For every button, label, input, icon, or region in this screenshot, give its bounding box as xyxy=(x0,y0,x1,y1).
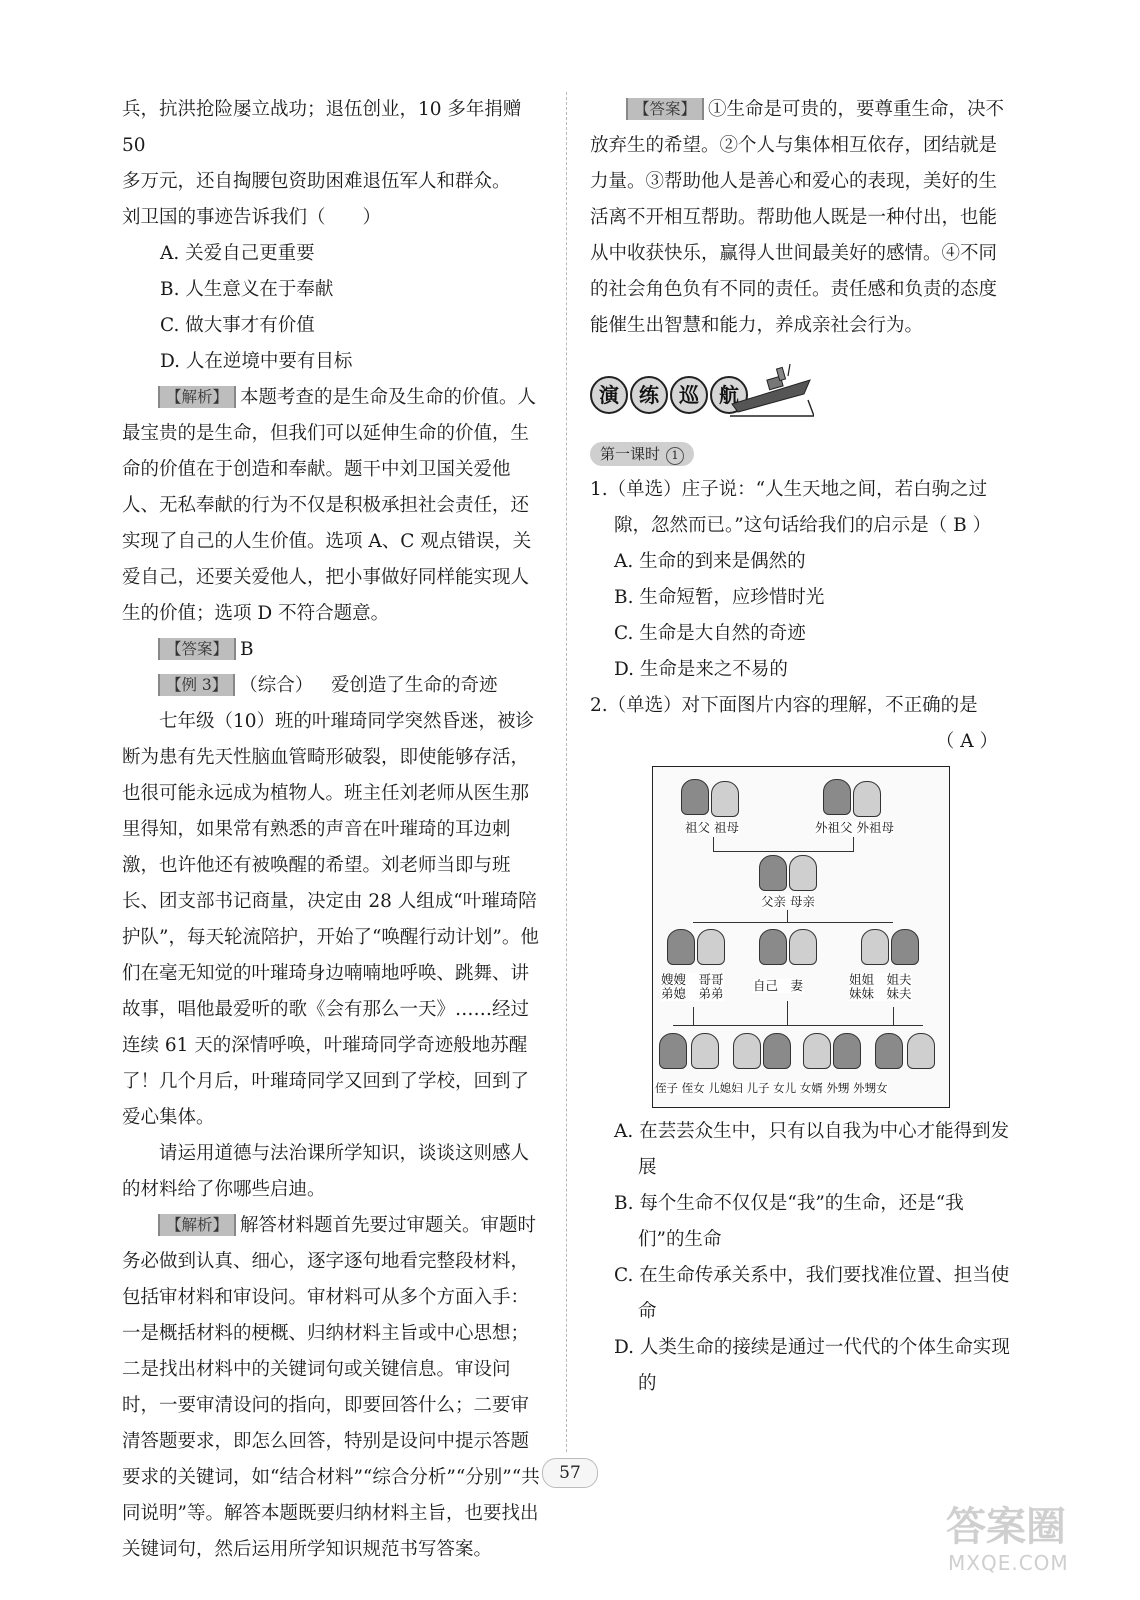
label-left-siblings: 嫂嫂 哥哥 弟媳 弟弟 xyxy=(661,972,724,1001)
tree-line xyxy=(713,837,714,851)
watermark-logo xyxy=(938,1500,1128,1590)
label-self-wife: 自己 妻 xyxy=(753,978,804,993)
answer-text: ①生命是可贵的，要尊重生命，决不放弃生的希望。②个人与集体相互依存，团结就是力量。③帮助他人是善心和爱心的表现，美好的生活离不开相互帮助。帮助他人既是一种付出，也能从中收获快乐，赢得人世间最美好的感情。④不同的社会角色负有不同的责任。责任感和负责的态度能催生出智慧和能力，养成亲社会行为。 xyxy=(590,99,1005,336)
q2-option-b: B. 每个生命不仅仅是“我”的生命，还是“我们”的生命 xyxy=(614,1193,964,1250)
question-1: 1.（单选）庄子说：“人生天地之间，若白驹之过隙，忽然而已。”这句话给我们的启示是（ B ） xyxy=(590,479,992,536)
child-figure xyxy=(763,1033,791,1069)
label-children: 侄子 侄女 儿媳妇 儿子 女儿 女婿 外甥 外甥女 xyxy=(655,1081,888,1095)
q2-answer: （ A ） xyxy=(935,731,998,752)
answer-paragraph xyxy=(590,92,1010,344)
analysis-tag: 【解析】 xyxy=(158,386,236,408)
q2-option-c: C. 在生命传承关系中，我们要找准位置、担当使命 xyxy=(614,1265,1010,1322)
mother-figure xyxy=(789,855,817,891)
tree-line xyxy=(693,1007,694,1025)
lesson-row xyxy=(590,436,1010,472)
option-a: A. 关爱自己更重要 xyxy=(160,243,315,264)
answer-tag: 【答案】 xyxy=(626,98,704,120)
q2-option-a: A. 在芸芸众生中，只有以自我为中心才能得到发展 xyxy=(614,1121,1010,1178)
tree-line xyxy=(693,922,893,923)
q1-option-d: D. 生命是来之不易的 xyxy=(614,659,788,680)
answer-tag: 【答案】 xyxy=(158,638,236,660)
watermark-cn: 答案圈 xyxy=(946,1503,1066,1550)
option-d: D. 人在逆境中要有目标 xyxy=(160,351,353,372)
analysis-text: 本题考查的是生命及生命的价值。人最宝贵的是生命，但我们可以延伸生命的价值，生命的价值在于创造和奉献。题干中刘卫国关爱他人、无私奉献的行为不仅是积极承担社会责任，还实现了自己的人生价值。选项 A、C 观点错误，关爱自己，还要关爱他人，把小事做好同样能实现人生的价值；选项 D 不符合题意。 xyxy=(122,387,537,624)
question-2: 2.（单选）对下面图片内容的理解，不正确的是 xyxy=(590,695,978,716)
child-figure xyxy=(907,1033,935,1069)
banner-char: 航 xyxy=(710,376,748,414)
maternal-grandmother-figure xyxy=(853,781,881,817)
child-figure xyxy=(733,1033,761,1069)
page-number xyxy=(520,1458,620,1488)
banner-title xyxy=(590,376,748,414)
label-right-siblings: 姐姐 姐夫 妹妹 妹夫 xyxy=(849,972,912,1001)
section-banner xyxy=(590,360,1010,422)
banner-char: 演 xyxy=(590,376,628,414)
tree-line xyxy=(673,1025,923,1026)
example-text: 七年级（10）班的叶璀琦同学突然昏迷，被诊断为患有先天性脑血管畸形破裂，即使能够存活，也很可能永远成为植物人。班主任刘老师从医生那里得知，如果常有熟悉的声音在叶璀琦的耳边刺激，也许他还有被唤醒的希望。刘老师当即与班长、团支部书记商量，决定由 28 人组成“叶璀琦陪护队”，每天轮流陪护，开始了“唤醒行动计划”。他们在毫无知觉的叶璀琦身边喃喃地呼唤、跳舞、讲故事，唱他最爱听的歌《会有那么一天》……经过连续 61 天的深情呼唤，叶璀琦同学奇迹般地苏醒了！几个月后，叶璀琦同学又回到了学校，回到了爱心集体。 xyxy=(122,711,539,1128)
warship-icon xyxy=(730,360,814,420)
grandfather-figure xyxy=(681,779,709,815)
analysis2-text: 解答材料题首先要过审题关。审题时务必做到认真、细心，逐字逐句地看完整段材料，包括审材料和审设问。审材料可从多个方面入手：一是概括材料的梗概、归纳材料主旨或中心思想；二是找出材料中的关键词句或关键信息。审设问时，一要审清设问的指向，即要回答什么；二要审清答题要求，即怎么回答，特别是设问中提示答题要求的关键词，如“结合材料”“综合分析”“分别”“共同说明”等。解答本题既要归纳材料主旨，也要找出关键词句，然后运用所学知识规范书写答案。 xyxy=(122,1215,540,1560)
intro-line: 刘卫国的事迹告诉我们（ ） xyxy=(122,207,382,228)
q2-option-d: D. 人类生命的接续是通过一代代的个体生命实现的 xyxy=(614,1337,1010,1394)
example-heading xyxy=(122,668,542,704)
child-figure xyxy=(875,1033,903,1069)
analysis2-paragraph xyxy=(122,1208,542,1568)
option-b: B. 人生意义在于奉献 xyxy=(160,279,334,300)
sibling-figure xyxy=(861,929,889,965)
example-type: （综合） xyxy=(239,675,314,696)
sibling-figure xyxy=(891,929,919,965)
q1-option-a: A. 生命的到来是偶然的 xyxy=(614,551,806,572)
intro-line: 兵，抗洪抢险屡立战功；退伍创业，10 多年捐赠 50 xyxy=(122,99,522,156)
question-text: 请运用道德与法治课所学知识，谈谈这则感人的材料给了你哪些启迪。 xyxy=(122,1143,530,1200)
lesson-number-badge: 1 xyxy=(666,447,684,465)
lesson-tag xyxy=(590,442,694,466)
child-figure xyxy=(833,1033,861,1069)
tree-line xyxy=(787,1001,788,1025)
right-column xyxy=(590,92,1010,1402)
sibling-figure xyxy=(697,929,725,965)
tree-line xyxy=(853,837,854,851)
analysis-paragraph xyxy=(122,380,542,632)
intro-line: 多万元，还自掏腰包资助困难退伍军人和群众。 xyxy=(122,171,511,192)
q1-option-c: C. 生命是大自然的奇迹 xyxy=(614,623,806,644)
watermark-url: MXQE.COM xyxy=(948,1551,1069,1575)
family-tree-figure xyxy=(652,766,950,1108)
sibling-figure xyxy=(667,929,695,965)
self-figure xyxy=(759,929,787,965)
tree-line xyxy=(893,1007,894,1025)
example-title: 爱创造了生命的奇迹 xyxy=(330,675,498,696)
grandmother-figure xyxy=(711,781,739,817)
left-column xyxy=(122,92,542,1568)
analysis2-tag: 【解析】 xyxy=(158,1214,236,1236)
q1-option-b: B. 生命短暂，应珍惜时光 xyxy=(614,587,825,608)
tree-line xyxy=(787,910,788,922)
answer-value: B xyxy=(240,639,254,660)
option-c: C. 做大事才有价值 xyxy=(160,315,315,336)
tree-line xyxy=(713,851,854,852)
banner-char: 巡 xyxy=(670,376,708,414)
child-figure xyxy=(659,1033,687,1069)
label-parents: 父亲 母亲 xyxy=(761,894,815,909)
father-figure xyxy=(759,855,787,891)
example-tag: 【例 3】 xyxy=(158,674,235,696)
child-figure xyxy=(691,1033,719,1069)
label-maternal-grandparents: 外祖父 外祖母 xyxy=(815,820,894,835)
page-number-text: 57 xyxy=(542,1458,598,1488)
column-divider xyxy=(566,92,567,1452)
banner-char: 练 xyxy=(630,376,668,414)
maternal-grandfather-figure xyxy=(823,779,851,815)
label-grandparents: 祖父 祖母 xyxy=(685,820,739,835)
answer-paragraph xyxy=(122,632,542,668)
wife-figure xyxy=(789,929,817,965)
child-figure xyxy=(803,1033,831,1069)
lesson-tag-label: 第一课时 xyxy=(600,445,661,463)
